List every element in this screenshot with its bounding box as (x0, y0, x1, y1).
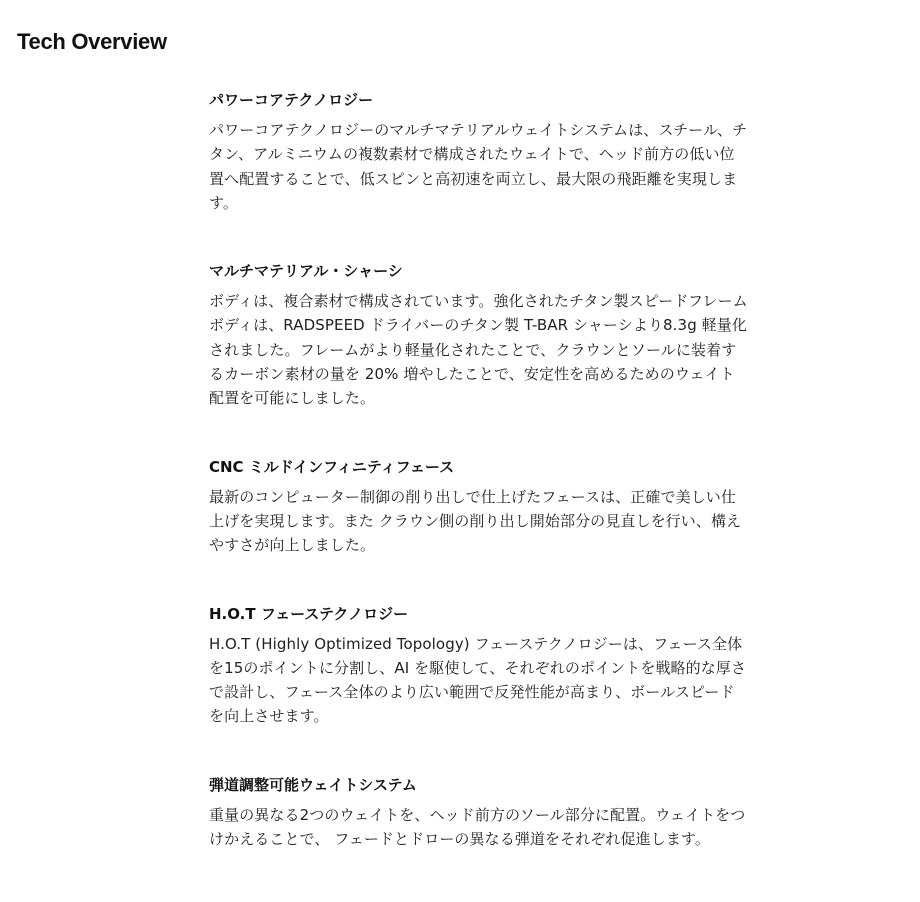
feature-multi-material-chassis (209, 259, 749, 410)
feature-title: 弾道調整可能ウェイトシステム (209, 775, 417, 794)
feature-description: パワーコアテクノロジーのマルチマテリアルウェイトシステムは、スチール、チタン、アルミニウムの複数素材で構成されたウェイトで、ヘッド前方の低い位置へ配置することで、低スピンと高初速を両立し、最大限の飛距離を実現します。 (209, 121, 748, 212)
feature-title: マルチマテリアル・シャーシ (209, 262, 403, 281)
feature-adjustable-weight (209, 773, 749, 852)
feature-description: 重量の異なる2つのウェイトを、ヘッド前方のソール部分に配置。ウェイトをつけかえることで、 フェードとドローの異なる弾道をそれぞれ促進します。 (209, 805, 746, 849)
page-title: Tech Overview (17, 29, 167, 54)
feature-title: CNC ミルドインフィニティフェース (209, 457, 455, 476)
feature-list (209, 88, 749, 895)
feature-cnc-milled-face (209, 455, 749, 558)
feature-power-core (209, 88, 749, 215)
feature-title: パワーコアテクノロジー (209, 91, 374, 109)
feature-title: H.O.T フェーステクノロジー (209, 604, 409, 623)
feature-description: ボディは、複合素材で構成されています。強化されたチタン製スピードフレームボディは、RADSPEED ドライバーのチタン製 T-BAR シャーシより8.3g 軽量化されました。フレームがより軽量化されたことで、クラウンとソールに装着するカーボン素材の量を 20% 増やしたことで、安定性を高めるためのウェイト配置を可能にしました。 (209, 292, 748, 408)
feature-description: 最新のコンピューター制御の削り出しで仕上げたフェースは、正確で美しい仕上げを実現します。また クラウン側の削り出し開始部分の見直しを行い、構えやすさが向上しました。 (209, 487, 742, 555)
feature-hot-face (209, 602, 749, 729)
feature-description: H.O.T (Highly Optimized Topology) フェーステクノロジーは、フェース全体を15のポイントに分割し、AI を駆使して、それぞれのポイントを戦略的な厚さで設計し、フェース全体のより広い範囲で反発性能が高まり、ボールスピードを向上させます。 (209, 634, 747, 726)
